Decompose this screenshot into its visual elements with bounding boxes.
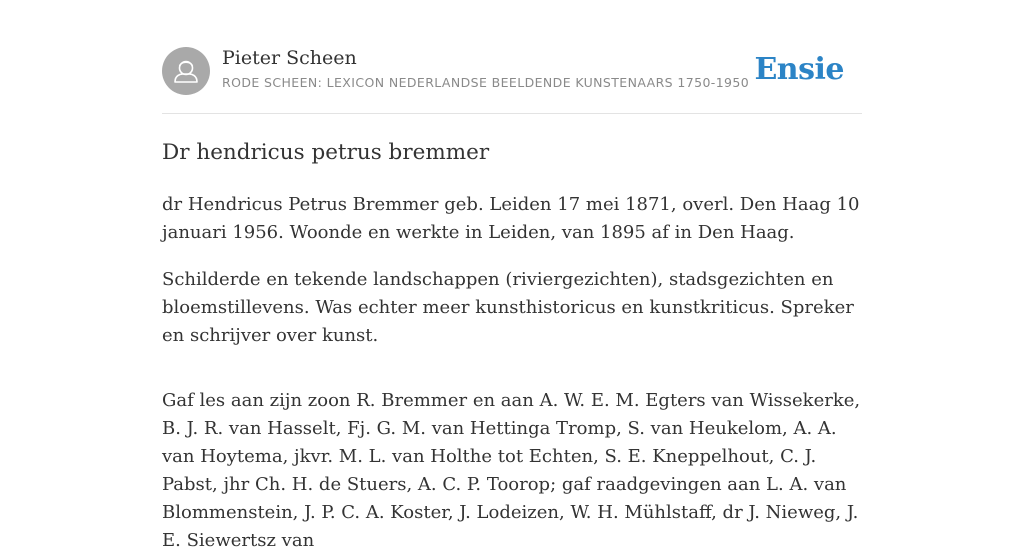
source-label[interactable]: RODE SCHEEN: LEXICON NEDERLANDSE BEELDENDE KUNSTENAARS 1750-1950: [222, 75, 750, 90]
author-avatar[interactable]: [162, 47, 210, 95]
page-title: Dr hendricus petrus bremmer: [162, 140, 490, 165]
page: [162, 0, 862, 555]
author-name[interactable]: Pieter Scheen: [222, 47, 357, 69]
article-paragraph: dr Hendricus Petrus Bremmer geb. Leiden 17 mei 1871, overl. Den Haag 10 januari 1956. Woonde en werkte in Leiden, van 1895 af in Den Haag.: [162, 194, 860, 243]
user-icon: [162, 47, 210, 95]
article-paragraph: Gaf les aan zijn zoon R. Bremmer en aan A. W. E. M. Egters van Wissekerke, B. J. R. van Hasselt, Fj. G. M. van Hettinga Tromp, S. van Heukelom, A. A. van Hoytema, jkvr. M. L. van Holthe tot Echten, S. E. Kneppelhout, C. J. Pabst, jhr Ch. H. de Stuers, A. C. P. Toorop; gaf raadgevingen aan L. A. van Blommenstein, J. P. C. A. Koster, J. Lodeizen, W. H. Mühlstaff, dr J. Nieweg, J. E. Siewertsz van: [162, 390, 861, 551]
article-header: [162, 46, 862, 114]
article-paragraph: Schilderde en tekende landschappen (riviergezichten), stadsgezichten en bloemstillevens. Was echter meer kunsthistoricus en kunstkriticus. Spreker en schrijver over kunst.: [162, 269, 854, 346]
ensie-logo[interactable]: Ensie: [754, 52, 844, 87]
article-body: [162, 191, 862, 555]
